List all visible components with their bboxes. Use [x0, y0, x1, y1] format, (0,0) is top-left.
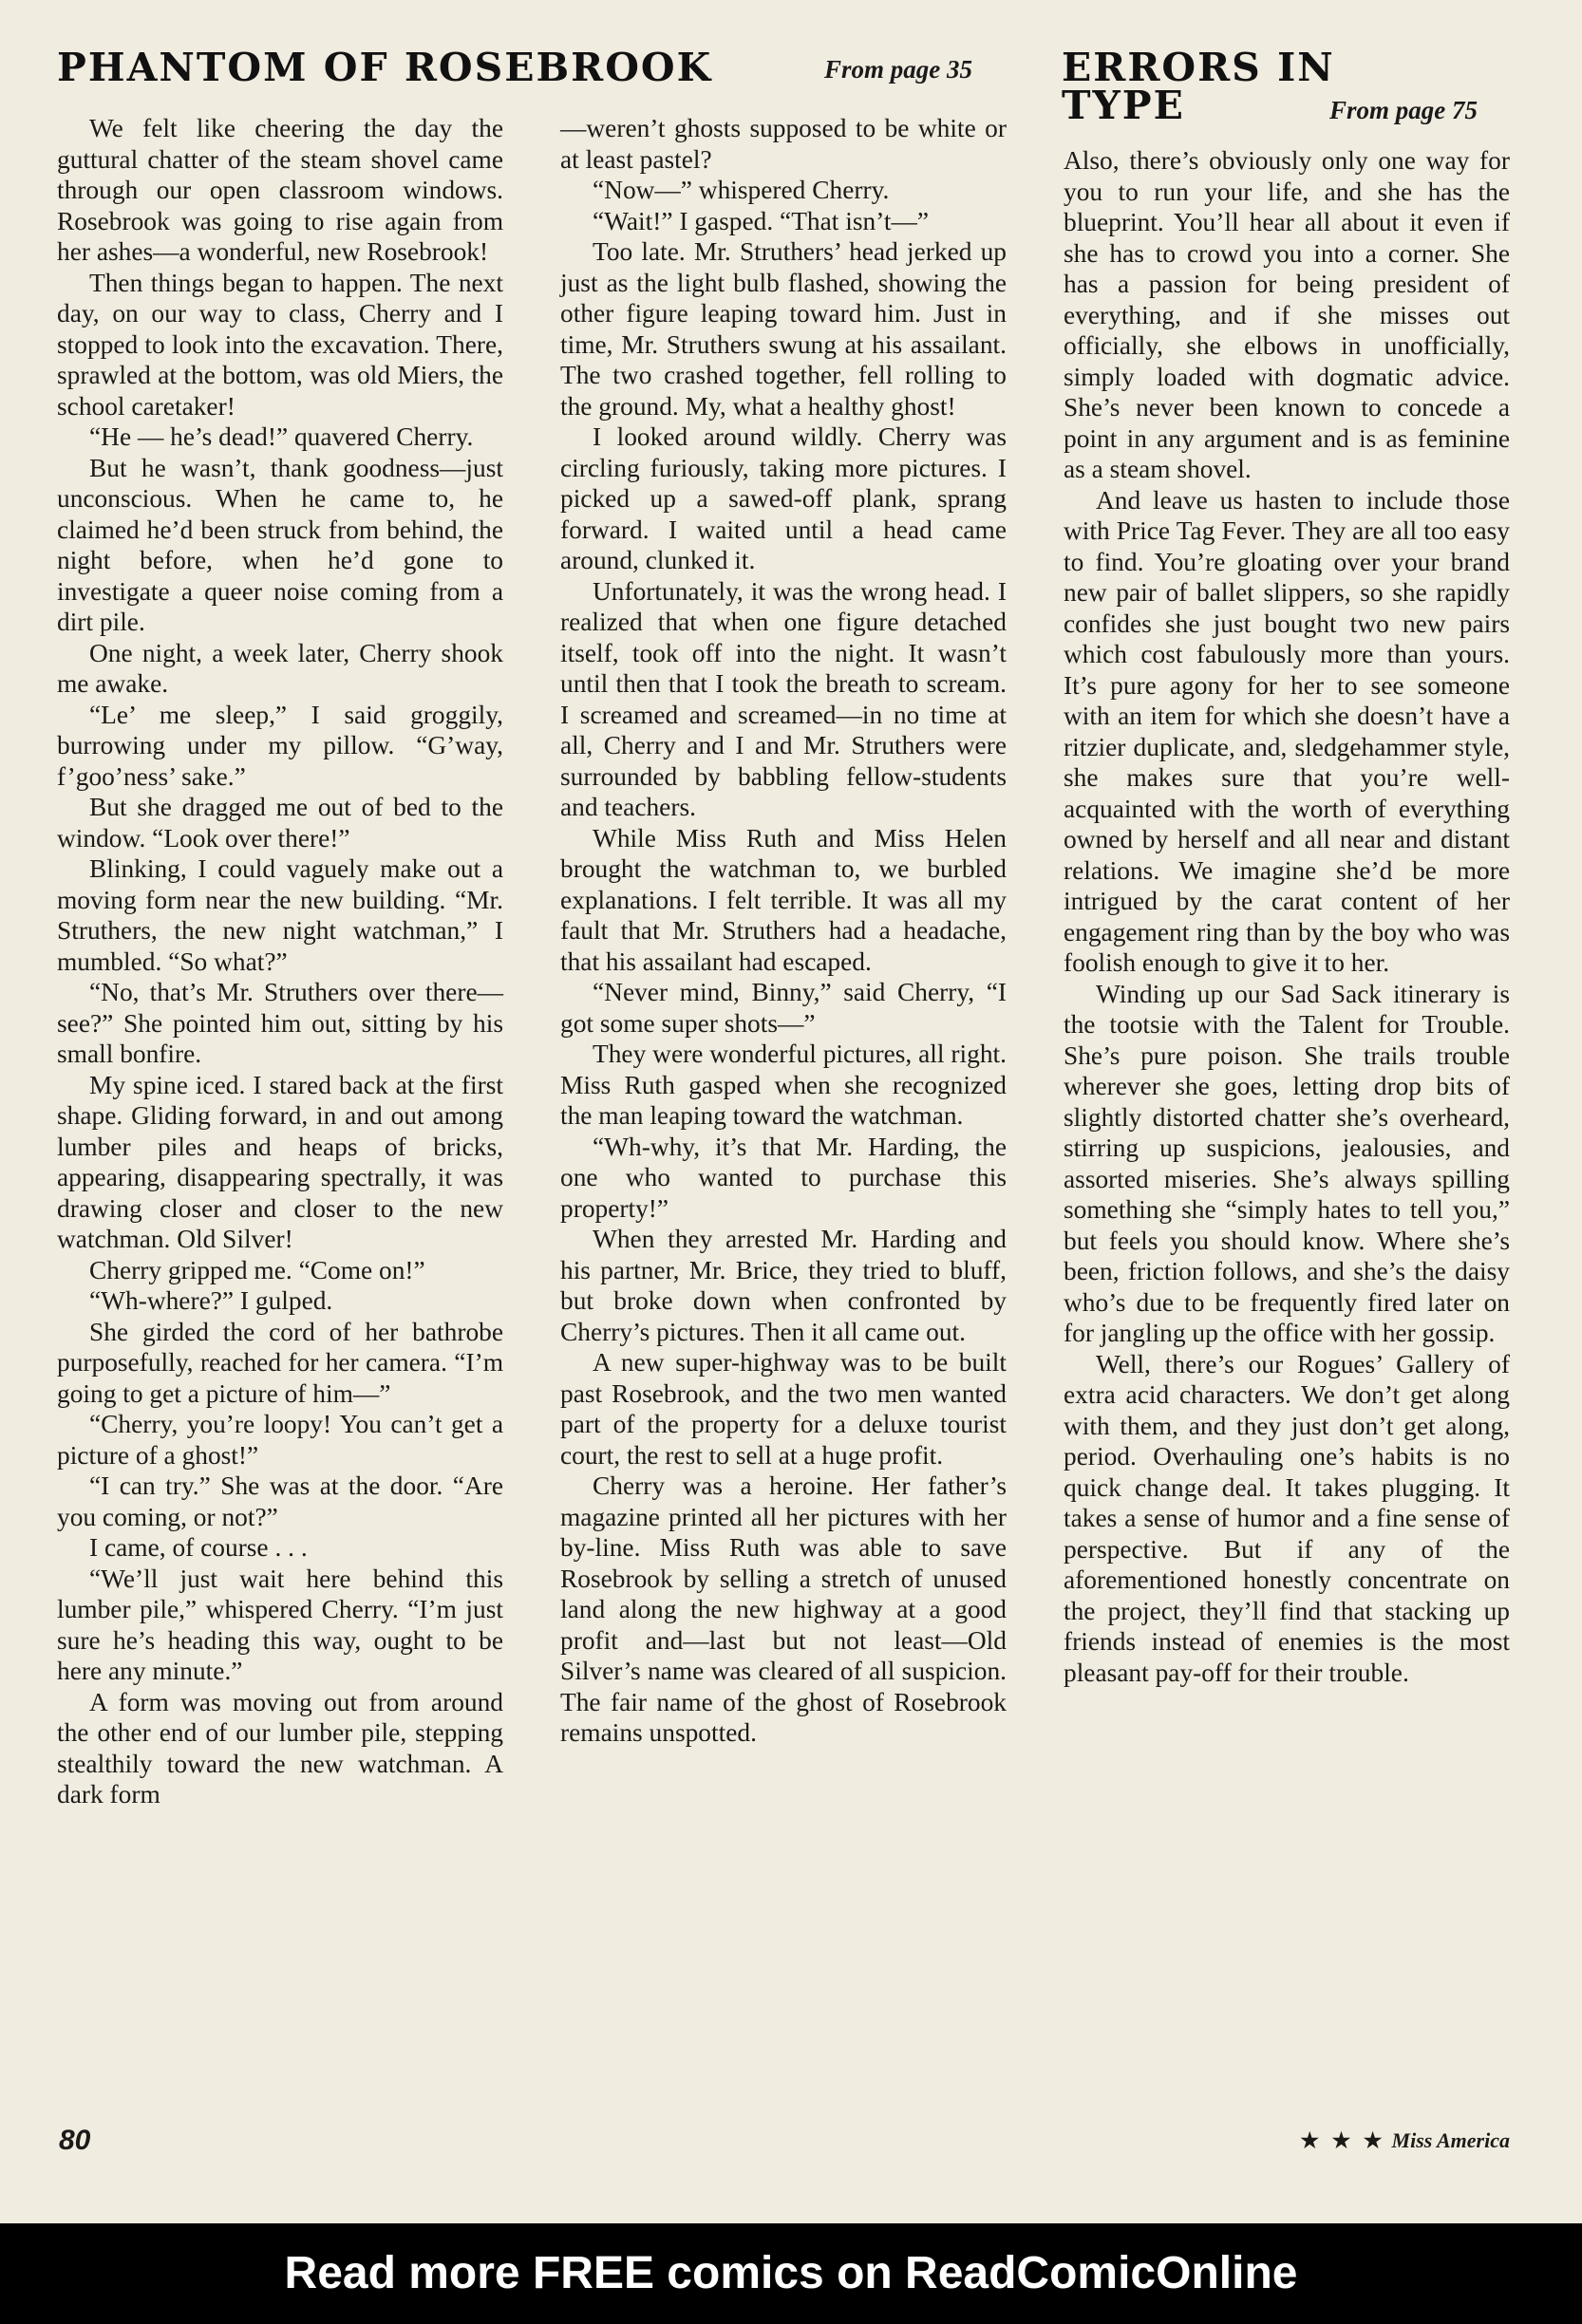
paragraph: I came, of course . . .	[89, 1533, 308, 1562]
paragraph: A form was moving out from around the other end of our lumber pile, stepping stealthily toward the new watchman. A dark form	[57, 1687, 503, 1809]
paragraph: Too late. Mr. Struthers’ head jerked up just as the light bulb flashed, showing the other figure leaping toward him. Just in time, Mr. Struthers swung at his assailant. The two crashed together, fell rolling to the ground. My, what a healthy ghost!	[560, 237, 1007, 421]
text-column-3	[1064, 145, 1510, 1688]
paragraph: “Cherry, you’re loopy! You can’t get a picture of a ghost!”	[57, 1410, 503, 1470]
paragraph: “No, that’s Mr. Struthers over there—see?” She pointed him out, sitting by his small bonfire.	[57, 978, 503, 1068]
paragraph: But he wasn’t, thank goodness—just unconscious. When he came to, he claimed he’d been struck from behind, the night before, when he’d gone to investigate a queer noise coming from a dirt pile.	[57, 453, 503, 636]
paragraph: —weren’t ghosts supposed to be white or at least pastel?	[560, 114, 1007, 174]
paragraph: “Never mind, Binny,” said Cherry, “I got some super shots—”	[560, 978, 1007, 1038]
paragraph: One night, a week later, Cherry shook me awake.	[57, 638, 503, 698]
text-column-1	[57, 113, 503, 1810]
story-title-errors-in-type-line1: ERRORS IN	[1062, 45, 1335, 90]
paragraph: “Wait!” I gasped. “That isn’t—”	[593, 206, 929, 235]
read-more-banner-link[interactable]: Read more FREE comics on ReadComicOnline	[0, 2223, 1582, 2324]
paragraph: “Le’ me sleep,” I said groggily, burrowing under my pillow. “G’way, f’goo’ness’ sake.”	[57, 700, 503, 791]
magazine-name: Miss America	[1391, 2128, 1510, 2152]
paragraph: Unfortunately, it was the wrong head. I realized that when one figure detached itself, took off into the night. It wasn’t until then that I took the breath to scream. I screamed and screamed—in no time at all, Cherry and I and Mr. Struthers were surrounded by babbling fellow-students and teachers.	[560, 576, 1007, 821]
story-title-errors-in-type-line2: TYPE	[1062, 83, 1185, 128]
paragraph: Winding up our Sad Sack itinerary is the tootsie with the Talent for Trouble. She’s pure poison. She trails trouble wherever she goes, letting drop bits of slightly distorted chatter she’s overheard, stirring up suspicions, jealousies, and assorted miseries. She’s always spilling something she “simply hates to tell you,” but feels you should know. Where she’s been, friction follows, and she’s the daisy who’s due to be frequently fired later on for jangling up the office with her gossip.	[1064, 979, 1510, 1347]
paragraph: “Now—” whispered Cherry.	[593, 176, 890, 204]
paragraph: Also, there’s obviously only one way for you to run your life, and she has the blueprint. You’ll hear all about it even if she has to crowd you into a corner. She has a passion for being president of everything, and if she misses out officially, she elbows in unofficially, simply loaded with dogmatic advice. She’s never been known to concede a point in any argument and is as feminine as a steam shovel.	[1064, 146, 1510, 483]
paragraph: While Miss Ruth and Miss Helen brought the watchman to, we burbled explanations. I felt terrible. It was all my fault that Mr. Struthers had a headache, that his assailant had escaped.	[560, 823, 1007, 976]
paragraph: Blinking, I could vaguely make out a moving form near the new building. “Mr. Struthers, the new night watchman,” I mumbled. “So what?”	[57, 854, 503, 976]
paragraph: “I can try.” She was at the door. “Are you coming, or not?”	[57, 1471, 503, 1531]
paragraph: I looked around wildly. Cherry was circling furiously, taking more pictures. I picked up a sawed-off plank, sprang forward. I waited until a head came around, clunked it.	[560, 422, 1007, 574]
paragraph: “He — he’s dead!” quavered Cherry.	[89, 422, 474, 451]
paragraph: “We’ll just wait here behind this lumber pile,” whispered Cherry. “I’m just sure he’s heading this way, ought to be here any minute.”	[57, 1564, 503, 1685]
paragraph: Cherry was a heroine. Her father’s magazine printed all her pictures with her by-line. Miss Ruth was able to save Rosebrook by selling a stretch of unused land along the new highway at a good profit and—last but not least—Old Silver’s name was cleared of all suspicion. The fair name of the ghost of Rosebrook remains unspotted.	[560, 1471, 1007, 1747]
paragraph: And leave us hasten to include those with Price Tag Fever. They are all too easy to find. You’re gloating over your brand new pair of ballet slippers, so she rapidly confides she just bought two new pairs which cost fabulously more than yours. It’s pure agony for her to see someone with an item for which she doesn’t have a ritzier duplicate, and, sledgehammer style, she makes sure that you’re well-acquainted with the worth of everything owned by herself and all near and distant relations. We imagine she’d be more intrigued by the carat content of her engagement ring than by the boy who was foolish enough to give it to her.	[1064, 485, 1510, 977]
paragraph: “Wh-why, it’s that Mr. Harding, the one who wanted to purchase this property!”	[560, 1132, 1007, 1223]
page-number: 80	[59, 2125, 91, 2156]
text-column-2	[560, 113, 1007, 1749]
magazine-footer	[1300, 2128, 1510, 2153]
continued-from-label: From page 35	[824, 55, 973, 84]
paragraph: My spine iced. I stared back at the first shape. Gliding forward, in and out among lumber piles and heaps of bricks, appearing, disappearing spectrally, it was drawing closer and closer to the new watchman. Old Silver!	[57, 1070, 503, 1253]
paragraph: We felt like cheering the day the guttural chatter of the steam shovel came through our open classroom windows. Rosebrook was going to rise again from her ashes—a wonderful, new Rosebrook!	[57, 114, 503, 266]
paragraph: They were wonderful pictures, all right. Miss Ruth gasped when she recognized the man leaping toward the watchman.	[560, 1040, 1007, 1130]
story-title-phantom-of-rosebrook: PHANTOM OF ROSEBROOK	[57, 45, 713, 90]
continued-from-label: From page 75	[1329, 96, 1478, 124]
paragraph: Then things began to happen. The next day, on our way to class, Cherry and I stopped to look into the excavation. There, sprawled at the bottom, was old Miers, the school caretaker!	[57, 268, 503, 421]
paragraph: But she dragged me out of bed to the window. “Look over there!”	[57, 793, 503, 853]
paragraph: She girded the cord of her bathrobe purposefully, reached for her camera. “I’m going to get a picture of him—”	[57, 1317, 503, 1408]
star-icons: ★ ★ ★	[1300, 2128, 1386, 2152]
paragraph: When they arrested Mr. Harding and his partner, Mr. Brice, they tried to bluff, but broke down when confronted by Cherry’s pictures. Then it all came out.	[560, 1225, 1007, 1346]
paragraph: “Wh-where?” I gulped.	[89, 1286, 333, 1315]
paragraph: Cherry gripped me. “Come on!”	[89, 1255, 425, 1284]
paragraph: Well, there’s our Rogues’ Gallery of extra acid characters. We don’t get along with them, and they just don’t get along, period. Overhauling one’s habits is no quick change deal. It takes plugging. It takes a sense of humor and a fine sense of perspective. But if any of the aforementioned honestly concentrate on the project, they’ll find that stacking up friends instead of enemies is the most pleasant pay-off for their trouble.	[1064, 1349, 1510, 1687]
paragraph: A new super-highway was to be built past Rosebrook, and the two men wanted part of the property for a deluxe tourist court, the rest to sell at a huge profit.	[560, 1348, 1007, 1470]
